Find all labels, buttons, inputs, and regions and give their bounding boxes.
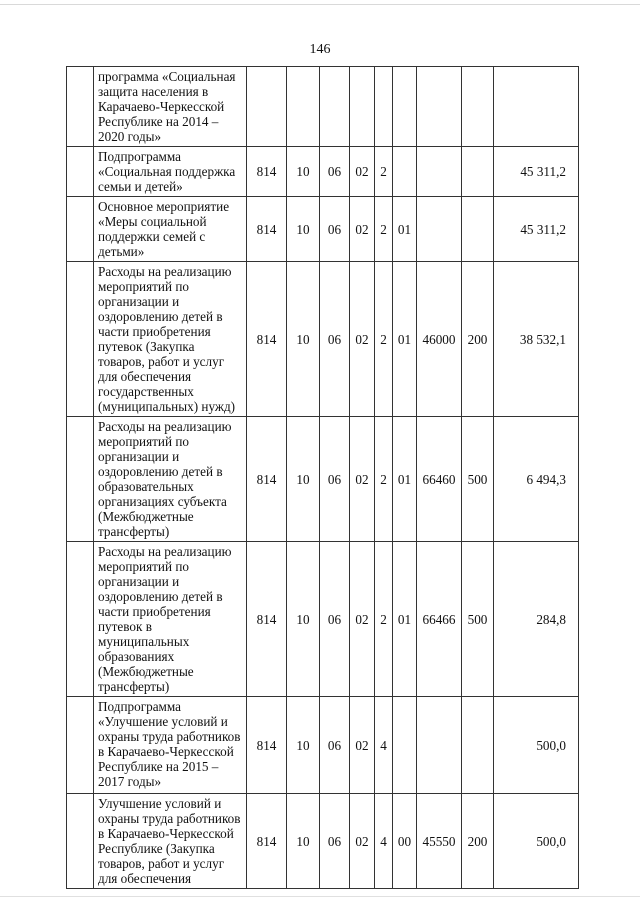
blank-cell	[67, 417, 94, 542]
subsection-code-cell: 06	[320, 697, 350, 794]
blank-cell	[67, 67, 94, 147]
section-code-cell: 10	[287, 147, 320, 197]
table-row	[67, 147, 579, 197]
subsection-code-cell: 06	[320, 542, 350, 697]
page-number: 146	[309, 42, 331, 57]
program-code-cell: 02	[350, 197, 375, 262]
event-code-cell: 01	[393, 197, 417, 262]
ministry-code-cell: 814	[247, 147, 287, 197]
table-body	[67, 67, 579, 889]
section-code-cell: 10	[287, 542, 320, 697]
program-code-cell: 02	[350, 542, 375, 697]
event-code-cell	[393, 147, 417, 197]
item-name-cell: программа «Социальная защита населения в Карачаево-Черкесской Республике на 2014 – 2020 годы»	[94, 67, 247, 147]
direction-code-cell: 66460	[417, 417, 462, 542]
direction-code-cell: 66466	[417, 542, 462, 697]
direction-code-cell	[417, 197, 462, 262]
program-code-cell: 02	[350, 147, 375, 197]
program-code-cell: 02	[350, 697, 375, 794]
direction-code-cell	[417, 697, 462, 794]
event-code-cell: 00	[393, 794, 417, 889]
item-name-cell: Улучшение условий и охраны труда работников в Карачаево-Черкесской Республике (Закупка товаров, работ и услуг для обеспечения	[94, 794, 247, 889]
table-row	[67, 697, 579, 794]
subprogram-code-cell: 2	[375, 147, 393, 197]
blank-cell	[67, 197, 94, 262]
expense-type-cell	[462, 697, 494, 794]
amount-cell: 284,8	[494, 542, 579, 697]
section-code-cell: 10	[287, 417, 320, 542]
ministry-code-cell: 814	[247, 697, 287, 794]
blank-cell	[67, 147, 94, 197]
subprogram-code-cell	[375, 67, 393, 147]
table-row	[67, 197, 579, 262]
amount-cell	[494, 67, 579, 147]
ministry-code-cell: 814	[247, 542, 287, 697]
blank-cell	[67, 542, 94, 697]
item-name-cell: Подпрограмма «Улучшение условий и охраны труда работников в Карачаево-Черкесской Республике на 2015 – 2017 годы»	[94, 697, 247, 794]
item-name-cell: Основное мероприятие «Меры социальной поддержки семей с детьми»	[94, 197, 247, 262]
event-code-cell: 01	[393, 417, 417, 542]
subprogram-code-cell: 2	[375, 262, 393, 417]
expense-type-cell: 200	[462, 262, 494, 417]
subprogram-code-cell: 4	[375, 697, 393, 794]
direction-code-cell: 46000	[417, 262, 462, 417]
blank-cell	[67, 794, 94, 889]
amount-cell: 45 311,2	[494, 197, 579, 262]
budget-table	[66, 66, 579, 889]
amount-cell: 500,0	[494, 697, 579, 794]
amount-cell: 38 532,1	[494, 262, 579, 417]
table-row	[67, 67, 579, 147]
program-code-cell	[350, 67, 375, 147]
subsection-code-cell: 06	[320, 417, 350, 542]
event-code-cell: 01	[393, 262, 417, 417]
section-code-cell: 10	[287, 697, 320, 794]
expense-type-cell	[462, 197, 494, 262]
subsection-code-cell: 06	[320, 794, 350, 889]
expense-type-cell	[462, 67, 494, 147]
subprogram-code-cell: 2	[375, 197, 393, 262]
ministry-code-cell: 814	[247, 794, 287, 889]
expense-type-cell	[462, 147, 494, 197]
subsection-code-cell: 06	[320, 262, 350, 417]
expense-type-cell: 200	[462, 794, 494, 889]
table-row	[67, 542, 579, 697]
program-code-cell: 02	[350, 417, 375, 542]
program-code-cell: 02	[350, 794, 375, 889]
table-row	[67, 794, 579, 889]
ministry-code-cell: 814	[247, 197, 287, 262]
item-name-cell: Подпрограмма «Социальная поддержка семьи и детей»	[94, 147, 247, 197]
subsection-code-cell: 06	[320, 197, 350, 262]
item-name-cell: Расходы на реализацию мероприятий по организации и оздоровлению детей в части приобретения путевок в муниципальных образованиях (Межбюджетные трансферты)	[94, 542, 247, 697]
section-code-cell: 10	[287, 197, 320, 262]
event-code-cell	[393, 697, 417, 794]
event-code-cell: 01	[393, 542, 417, 697]
program-code-cell: 02	[350, 262, 375, 417]
direction-code-cell: 45550	[417, 794, 462, 889]
ministry-code-cell	[247, 67, 287, 147]
subprogram-code-cell: 2	[375, 417, 393, 542]
blank-cell	[67, 697, 94, 794]
section-code-cell: 10	[287, 794, 320, 889]
expense-type-cell: 500	[462, 417, 494, 542]
ministry-code-cell: 814	[247, 417, 287, 542]
section-code-cell: 10	[287, 262, 320, 417]
item-name-cell: Расходы на реализацию мероприятий по организации и оздоровлению детей в образовательных организациях субъекта (Межбюджетные трансферты)	[94, 417, 247, 542]
blank-cell	[67, 262, 94, 417]
expense-type-cell: 500	[462, 542, 494, 697]
amount-cell: 6 494,3	[494, 417, 579, 542]
amount-cell: 500,0	[494, 794, 579, 889]
subsection-code-cell: 06	[320, 147, 350, 197]
direction-code-cell	[417, 147, 462, 197]
amount-cell: 45 311,2	[494, 147, 579, 197]
table-row	[67, 262, 579, 417]
subprogram-code-cell: 2	[375, 542, 393, 697]
item-name-cell: Расходы на реализацию мероприятий по организации и оздоровлению детей в части приобретения путевок (Закупка товаров, работ и услуг для обеспечения государственных (муниципальных) нужд)	[94, 262, 247, 417]
table-row	[67, 417, 579, 542]
scan-edge-top	[0, 4, 640, 5]
ministry-code-cell: 814	[247, 262, 287, 417]
event-code-cell	[393, 67, 417, 147]
direction-code-cell	[417, 67, 462, 147]
section-code-cell	[287, 67, 320, 147]
scan-edge-bottom	[0, 896, 640, 897]
subsection-code-cell	[320, 67, 350, 147]
subprogram-code-cell: 4	[375, 794, 393, 889]
